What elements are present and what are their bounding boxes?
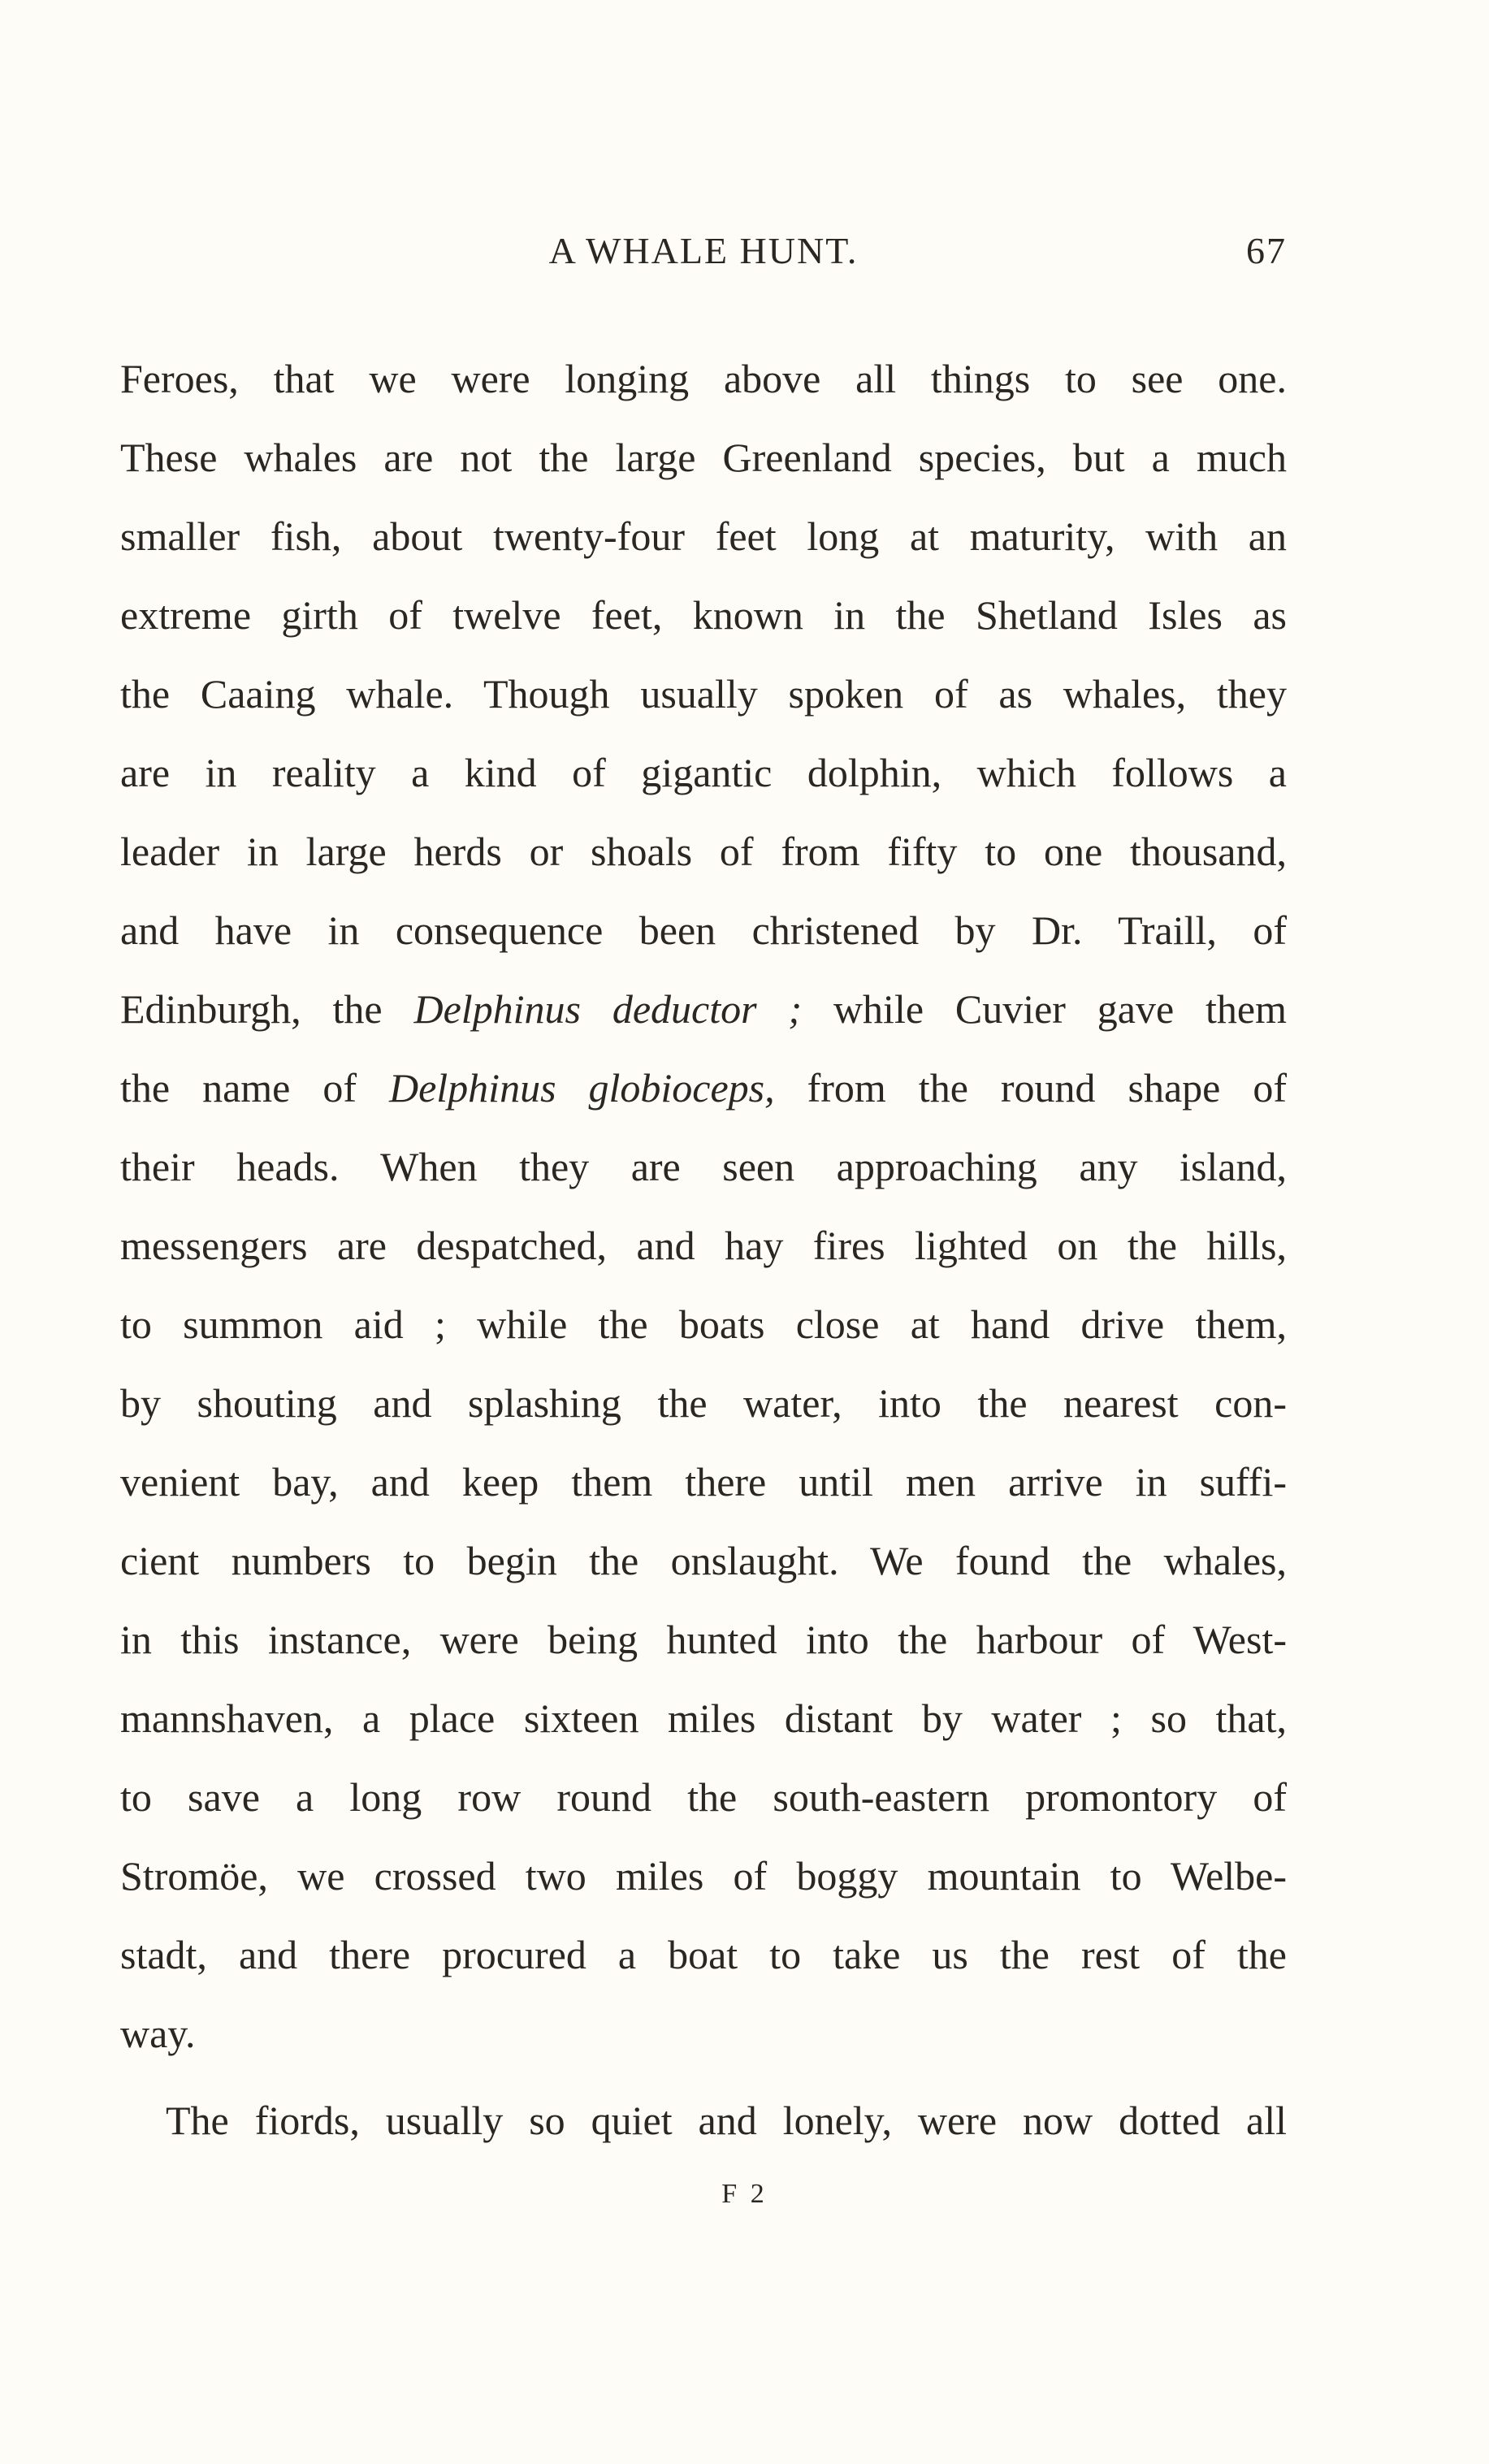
text-line: to save a long row round the south-eastern promontory of [120,1774,1287,1820]
text-line: Stromöe, we crossed two miles of boggy mountain to Welbe- [120,1853,1287,1899]
text-line: and have in consequence been christened by Dr. Traill, of [120,907,1287,953]
text-line: to summon aid ; while the boats close at hand drive them, [120,1301,1287,1347]
text-line-with-italic [120,1049,1287,1128]
text-line: are in reality a kind of gigantic dolphin, which follows a [120,750,1287,795]
text-segment: Edinburgh, the [120,986,414,1032]
text-line: their heads. When they are seen approaching any island, [120,1144,1287,1189]
text-segment: while Cuvier gave them [802,986,1288,1032]
page-number: 67 [1246,230,1287,271]
body-text [120,340,1287,2160]
text-line: Feroes, that we were longing above all things to see one. [120,356,1287,401]
text-line-with-italic [120,970,1287,1049]
text-line: venient bay, and keep them there until men arrive in suffi- [120,1459,1287,1505]
running-header [120,229,1287,278]
text-line: smaller fish, about twenty-four feet long at maturity, with an [120,513,1287,559]
text-line: in this instance, were being hunted into the harbour of West- [120,1617,1287,1662]
text-line: These whales are not the large Greenland species, but a much [120,435,1287,480]
signature-mark: F 2 [721,2179,768,2209]
text-segment: the name of [120,1065,389,1111]
running-title: A WHALE HUNT. [548,230,859,271]
paragraph-gap [120,2073,1287,2081]
text-line: messengers are despatched, and hay fires lighted on the hills, [120,1223,1287,1268]
text-line: stadt, and there procured a boat to take us the rest of the [120,1932,1287,1977]
text-line: by shouting and splashing the water, into the nearest con- [120,1380,1287,1426]
text-line: the Caaing whale. Though usually spoken of as whales, they [120,671,1287,717]
text-line: leader in large herds or shoals of from fifty to one thousand, [120,829,1287,874]
text-line: cient numbers to begin the onslaught. We found the whales, [120,1538,1287,1583]
text-segment: from the round shape of [774,1065,1287,1111]
italic-species-name: Delphinus deductor ; [413,986,803,1032]
text-line: mannshaven, a place sixteen miles distant by water ; so that, [120,1695,1287,1741]
text-line: extreme girth of twelve feet, known in the Shetland Isles as [120,592,1287,638]
paragraph-end-line: way. [120,2011,196,2056]
italic-species-name: Delphinus globioceps, [388,1065,775,1111]
paragraph-start-line: The fiords, usually so quiet and lonely, were now dotted all [166,2098,1287,2143]
